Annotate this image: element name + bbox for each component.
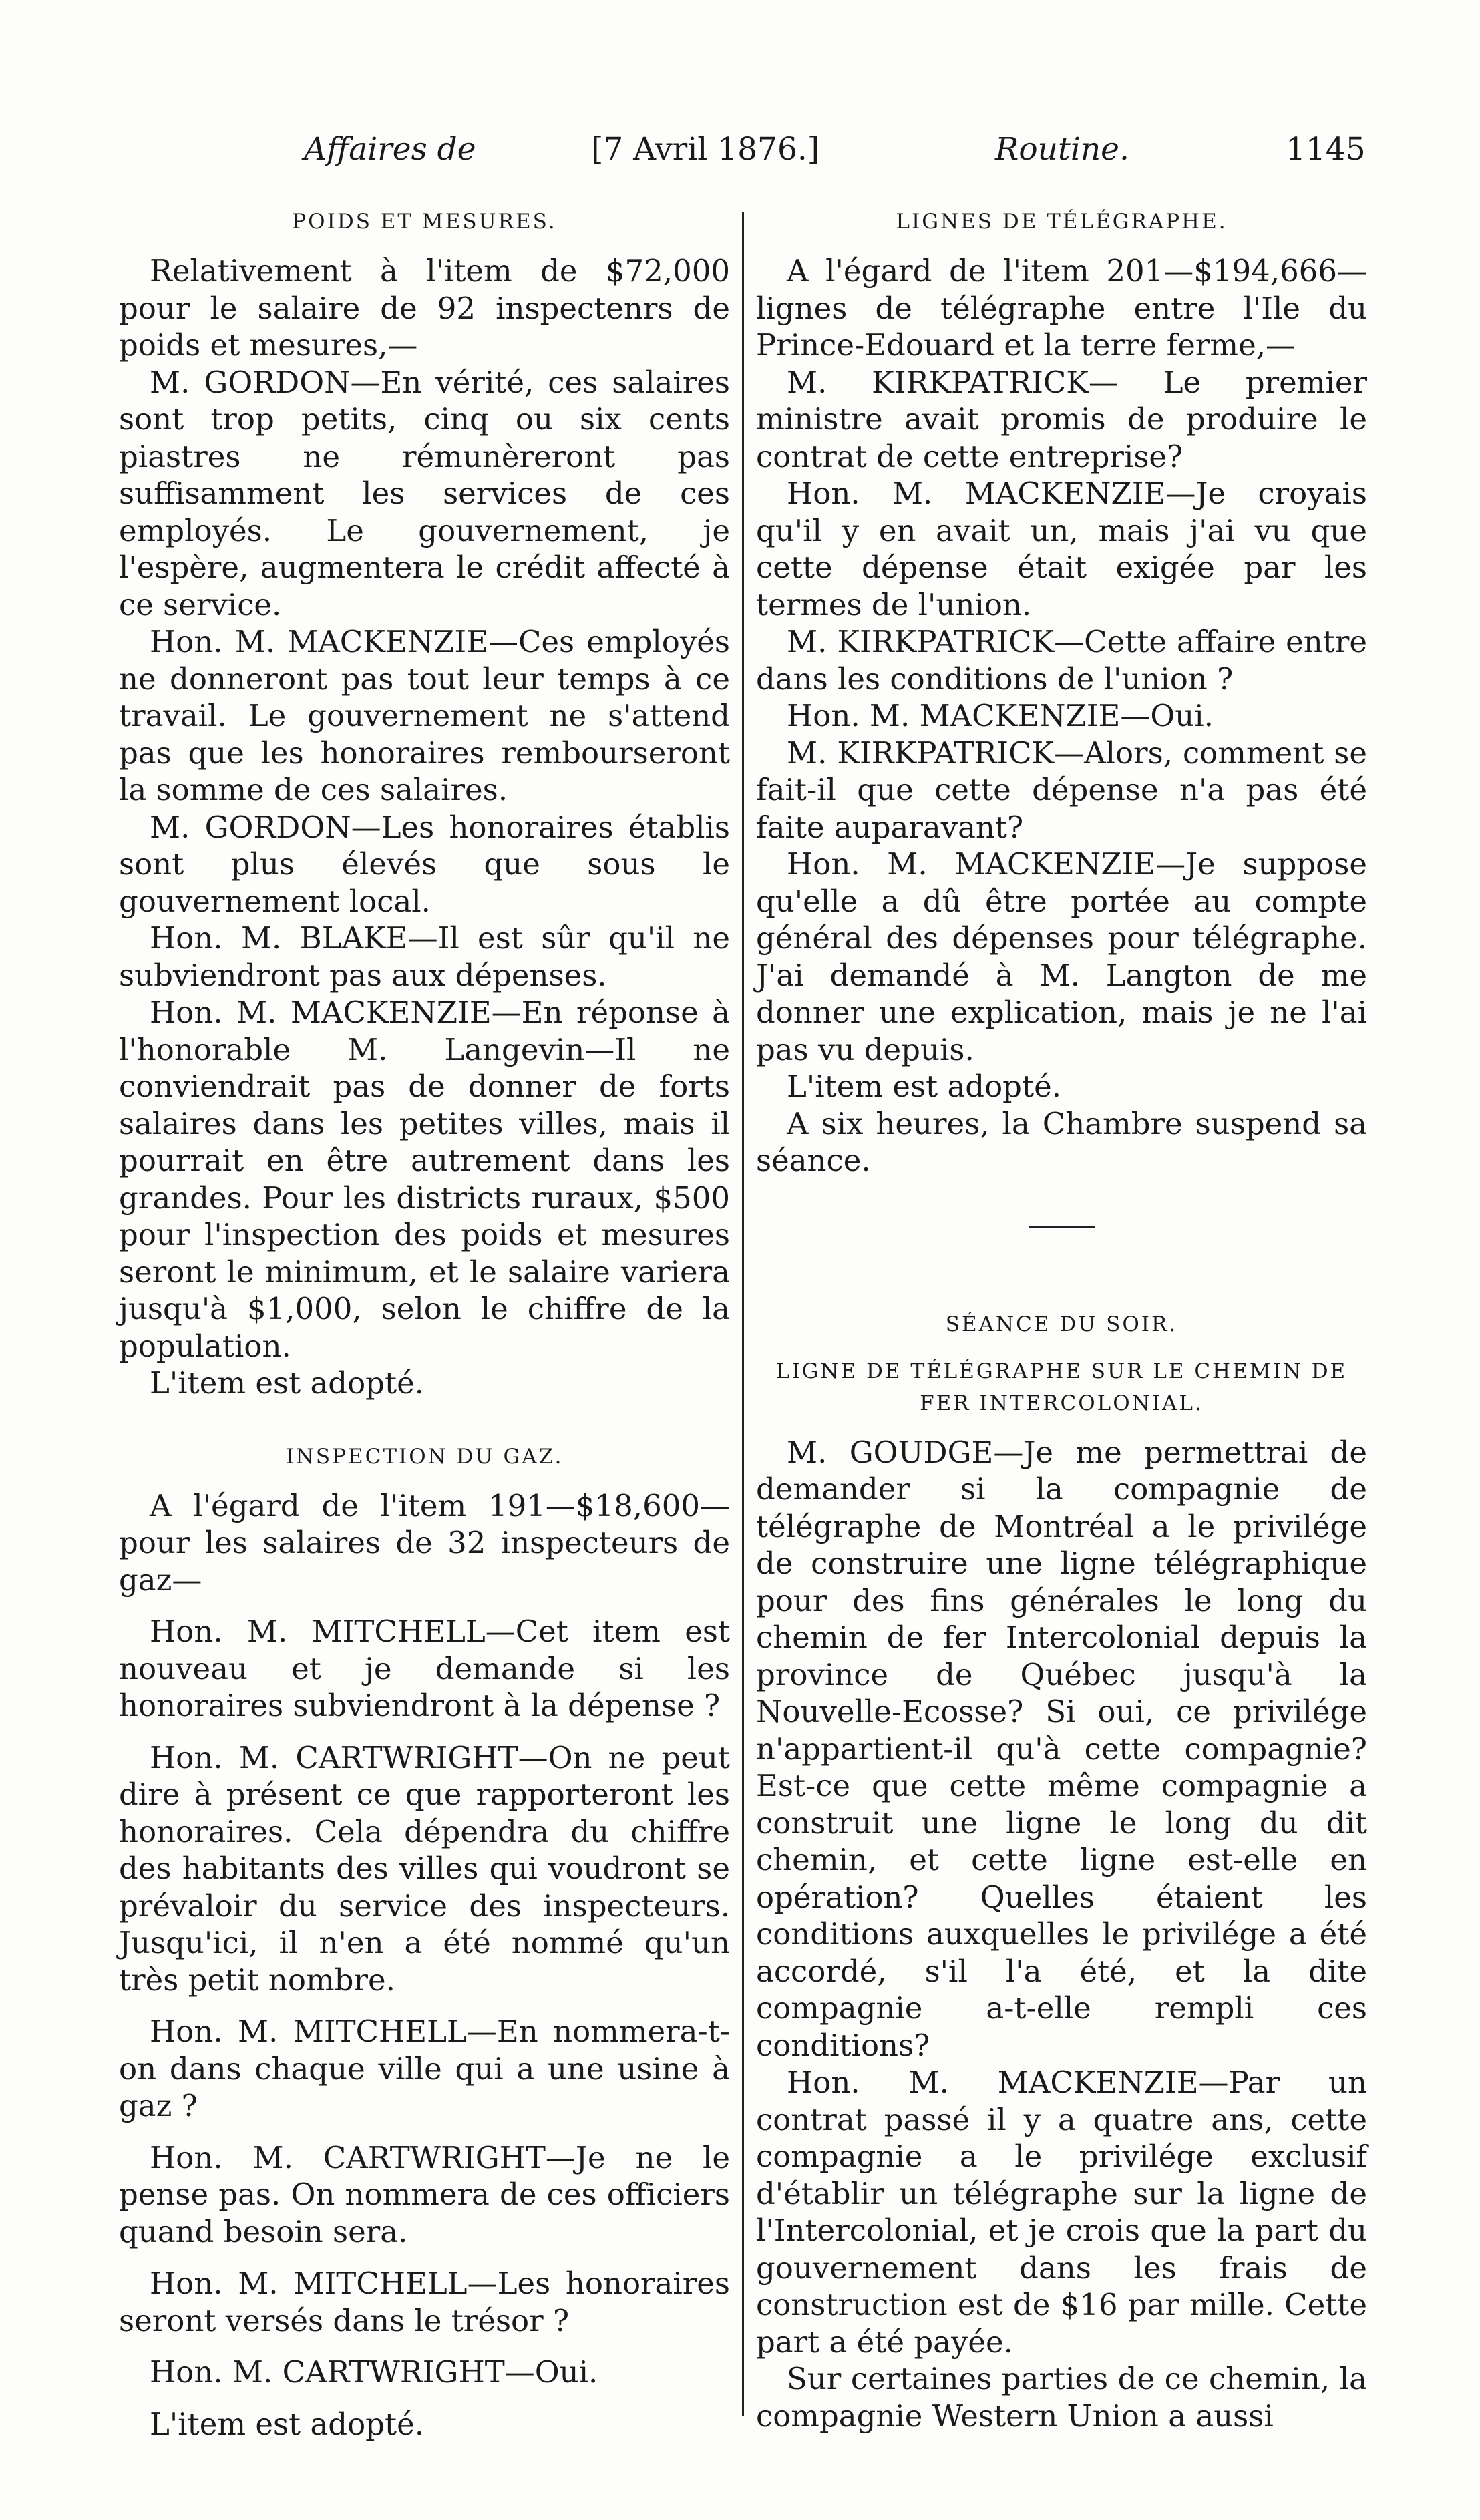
right-column (756, 200, 1367, 2435)
paragraph: Hon. M. MACKENZIE—Je croyais qu'il y en avait un, mais j'ai vu que cette dépense était exigée par les termes de l'union. (756, 476, 1367, 622)
paragraph: Hon. M. MACKENZIE—Je suppose qu'elle a dû être portée au compte général des dépenses pour télégraphe. J'ai demandé à M. Langton de me donner une explication, mais je ne l'ai pas vu depuis. (756, 846, 1367, 1067)
paragraph: Hon. M. MACKENZIE—Oui. (787, 698, 1214, 733)
paragraph: Hon. M. CARTWRIGHT—On ne peut dire à présent ce que rapporteront les honoraires. Cela dépendra du chiffre des habitants des villes qui voudront se prévaloir du service des inspecteurs. Jusqu'ici, il n'en a été nommé qu'un très petit nombre. (119, 1739, 730, 1998)
page-header (0, 131, 1480, 191)
left-column (119, 200, 730, 2443)
header-left: Affaires de (304, 131, 476, 168)
section-heading-gaz: INSPECTION DU GAZ. (285, 1444, 564, 1469)
paragraph: L'item est adopté. (150, 2406, 424, 2442)
paragraph: Hon. M. MITCHELL—Les honoraires seront versés dans le trésor ? (119, 2266, 730, 2338)
paragraph: L'item est adopté. (150, 1365, 424, 1401)
paragraph: M. KIRKPATRICK—Alors, comment se fait-il que cette dépense n'a pas été faite auparavant? (756, 735, 1367, 845)
section-heading-telegraphe: LIGNES DE TÉLÉGRAPHE. (896, 210, 1228, 234)
column-divider (742, 212, 744, 2416)
paragraph: L'item est adopté. (787, 1069, 1061, 1104)
paragraph: M. GORDON—En vérité, ces salaires sont trop petits, cinq ou six cents piastres ne rémunèreront pas suffisamment les services de ces employés. Le gouvernement, je l'espère, augmentera le crédit affecté à ce service. (119, 364, 730, 622)
paragraph: M. KIRKPATRICK— Le premier ministre avait promis de produire le contrat de cette entreprise? (756, 364, 1367, 474)
paragraph: Hon. M. MITCHELL—En nommera-t-on dans chaque ville qui a une usine à gaz ? (119, 2014, 730, 2123)
paragraph: M. KIRKPATRICK—Cette affaire entre dans les conditions de l'union ? (756, 624, 1367, 697)
paragraph: Hon. M. MACKENZIE—Par un contrat passé il y a quatre ans, cette compagnie a le privilége exclusif d'établir un télégraphe sur la ligne de l'Intercolonial, et je crois que la part du gouvernement dans les frais de construction est de $16 par mille. Cette part a été payée. (756, 2064, 1367, 2360)
paragraph: A l'égard de l'item 191—$18,600—pour les salaires de 32 inspecteurs de gaz— (119, 1487, 730, 1598)
paragraph: Relativement à l'item de $72,000 pour le salaire de 92 inspectenrs de poids et mesures,— (119, 253, 730, 363)
paragraph: M. GOUDGE—Je me permettrai de demander si la compagnie de télégraphe de Montréal a le privilége de construire une ligne télégraphique pour des fins générales le long du chemin de fer Intercolonial depuis la province de Québec jusqu'à la Nouvelle-Ecosse? Si oui, ce privilége n'appartient-il qu'à cette compagnie? Est-ce que cette même compagnie a construit une ligne le long du dit chemin, et cette ligne est-elle en opération? Quelles étaient les conditions auxquelles le privilége a été accordé, s'il l'a été, et la dite compagnie a-t-elle rempli ces conditions? (756, 1434, 1367, 2063)
section-subheading-ligne: LIGNE DE TÉLÉGRAPHE SUR LE CHEMIN DE FER INTERCOLONIAL. (775, 1359, 1348, 1415)
paragraph: Hon. M. MITCHELL—Cet item est nouveau et je demande si les honoraires subviendront à la dépense ? (119, 1614, 730, 1723)
section-heading-poids: POIDS ET MESURES. (292, 210, 557, 234)
paragraph: Hon. M. MACKENZIE—En réponse à l'honorable M. Langevin—Il ne conviendrait pas de donner de forts salaires dans les petites villes, mais il pourrait en être autrement dans les grandes. Pour les districts ruraux, $500 pour l'inspection des poids et mesures seront le minimum, et le salaire variera jusqu'à $1,000, selon le chiffre de la population. (119, 995, 730, 1364)
page-number: 1145 (1286, 131, 1366, 168)
section-divider (1029, 1226, 1095, 1228)
paragraph: Sur certaines parties de ce chemin, la compagnie Western Union a aussi (756, 2361, 1367, 2434)
paragraph: Hon. M. MACKENZIE—Ces employés ne donneront pas tout leur temps à ce travail. Le gouvernement ne s'attend pas que les honoraires rembourseront la somme de ces salaires. (119, 624, 730, 807)
paragraph: A six heures, la Chambre suspend sa séance. (756, 1105, 1367, 1178)
paragraph: Hon. M. CARTWRIGHT—Je ne le pense pas. On nommera de ces officiers quand besoin sera. (119, 2139, 730, 2249)
header-date: [7 Avril 1876.] (591, 131, 820, 168)
paragraph: Hon. M. BLAKE—Il est sûr qu'il ne subviendront pas aux dépenses. (119, 920, 730, 993)
header-right: Routine. (995, 131, 1129, 168)
section-heading-seance: SÉANCE DU SOIR. (945, 1312, 1178, 1336)
paragraph: Hon. M. CARTWRIGHT—Oui. (150, 2354, 598, 2390)
paragraph: M. GORDON—Les honoraires établis sont plus élevés que sous le gouvernement local. (119, 809, 730, 919)
paragraph: A l'égard de l'item 201—$194,666—lignes de télégraphe entre l'Ile du Prince-Edouard et la terre ferme,— (756, 253, 1367, 363)
